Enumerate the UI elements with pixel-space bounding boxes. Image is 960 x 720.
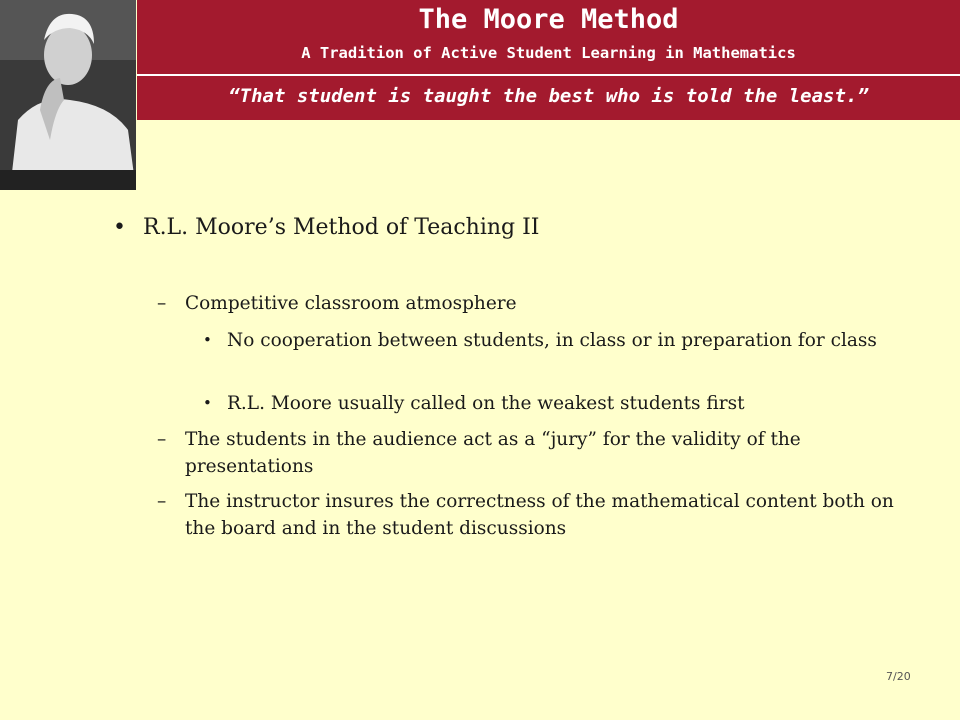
list-item-text: No cooperation between students, in class or in preparation for class: [227, 330, 877, 351]
bullet-icon: •: [203, 331, 212, 349]
dash-icon: –: [157, 491, 167, 512]
list-item-text: The instructor insures the correctness of the mathematical content both on the board and in the student discussions: [185, 491, 894, 539]
page-number: 7/20: [886, 670, 911, 683]
presentation-title: The Moore Method: [418, 4, 679, 35]
list-item-text: Competitive classroom atmosphere: [185, 293, 517, 314]
bullet-icon: •: [113, 215, 126, 240]
dash-icon: –: [157, 429, 167, 450]
presentation-subtitle: A Tradition of Active Student Learning in Mathematics: [301, 44, 796, 62]
dash-icon: –: [157, 293, 167, 314]
list-item-text: The students in the audience act as a “jury” for the validity of the presentations: [185, 429, 801, 477]
list-item-text: R.L. Moore usually called on the weakest students first: [227, 393, 745, 414]
slide-heading: R.L. Moore’s Method of Teaching II: [143, 215, 540, 240]
moore-quote: “That student is taught the best who is told the least.”: [228, 85, 869, 107]
bullet-icon: •: [203, 394, 212, 412]
